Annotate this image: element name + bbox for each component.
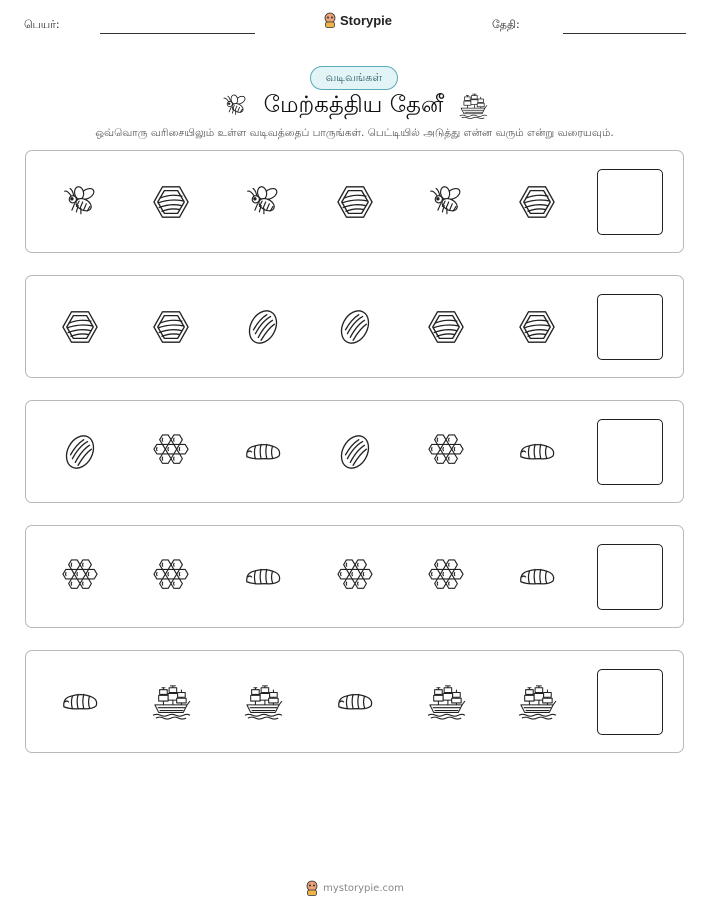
name-label: பெயர்: <box>24 18 60 31</box>
honeycomb-icon <box>152 434 190 470</box>
hexagon-icon <box>336 184 374 220</box>
honeycomb-icon <box>427 434 465 470</box>
answer-box[interactable] <box>597 419 663 485</box>
pattern-row-2 <box>25 275 684 378</box>
ship-icon <box>518 684 556 720</box>
storypie-mascot-icon <box>305 880 319 896</box>
egg-icon <box>244 309 282 345</box>
answer-box[interactable] <box>597 294 663 360</box>
honeycomb-icon <box>427 559 465 595</box>
hexagon-icon <box>152 184 190 220</box>
category-badge: வடிவங்கள் <box>310 66 398 90</box>
title-row <box>0 90 709 122</box>
brand-name: Storypie <box>340 12 393 28</box>
pattern-row-1 <box>25 150 684 253</box>
larva-icon <box>244 559 282 595</box>
honeycomb-icon <box>336 559 374 595</box>
hexagon-icon <box>518 184 556 220</box>
egg-icon <box>61 434 99 470</box>
honeycomb-icon <box>152 559 190 595</box>
bee-icon <box>427 184 465 220</box>
brand-logo <box>323 12 392 28</box>
ship-icon <box>459 92 487 120</box>
hexagon-icon <box>61 309 99 345</box>
answer-box[interactable] <box>597 169 663 235</box>
bee-icon <box>61 184 99 220</box>
answer-box[interactable] <box>597 669 663 735</box>
ship-icon <box>152 684 190 720</box>
date-label: தேதி: <box>492 18 520 31</box>
pattern-row-5 <box>25 650 684 753</box>
name-line[interactable] <box>100 33 255 34</box>
page-title: மேற்கத்திய தேனீ <box>263 91 444 118</box>
footer <box>0 880 709 896</box>
footer-url: mystorypie.com <box>323 882 404 894</box>
larva-icon <box>518 559 556 595</box>
pattern-row-3 <box>25 400 684 503</box>
bee-icon <box>222 93 248 119</box>
larva-icon <box>518 434 556 470</box>
larva-icon <box>336 684 374 720</box>
bee-icon <box>244 184 282 220</box>
larva-icon <box>61 684 99 720</box>
egg-icon <box>336 434 374 470</box>
storypie-mascot-icon <box>323 12 337 28</box>
hexagon-icon <box>518 309 556 345</box>
date-line[interactable] <box>563 33 686 34</box>
hexagon-icon <box>152 309 190 345</box>
larva-icon <box>244 434 282 470</box>
egg-icon <box>336 309 374 345</box>
ship-icon <box>244 684 282 720</box>
answer-box[interactable] <box>597 544 663 610</box>
honeycomb-icon <box>61 559 99 595</box>
hexagon-icon <box>427 309 465 345</box>
pattern-row-4 <box>25 525 684 628</box>
ship-icon <box>427 684 465 720</box>
instructions: ஒவ்வொரு வரிசையிலும் உள்ள வடிவத்தைப் பாருங்கள். பெட்டியில் அடுத்து என்ன வரும் என்று வரையவும். <box>95 127 614 139</box>
